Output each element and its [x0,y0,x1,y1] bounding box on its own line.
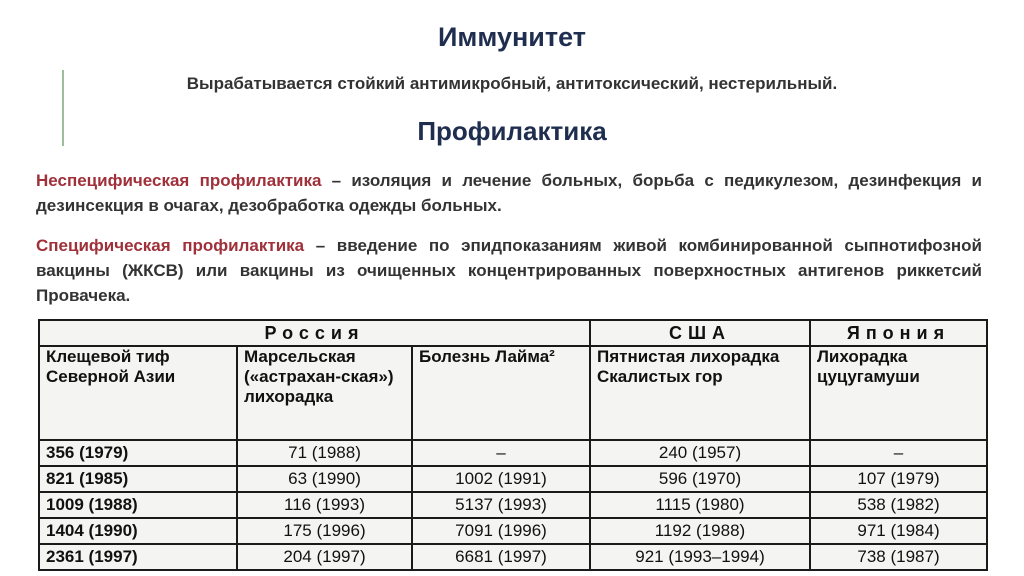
table-cell: 1002 (1991) [412,466,590,492]
column-header: Лихорадка цуцугамуши [810,346,987,440]
table-cell: 175 (1996) [237,518,412,544]
table-cell: – [810,440,987,466]
table-row [39,544,987,570]
slide-title: Иммунитет [437,22,587,52]
column-header: Болезнь Лайма² [412,346,590,440]
table-row [39,518,987,544]
column-header: Марсельская («астрахан-ская») лихорадка [237,346,412,440]
incidence-table-image [38,319,986,571]
table-cell: 356 (1979) [39,440,237,466]
table-cell: 240 (1957) [590,440,810,466]
table-cell: 5137 (1993) [412,492,590,518]
specific-term: Специфическая профилактика [36,236,305,255]
table-cell: 1009 (1988) [39,492,237,518]
section-title: Профилактика [417,116,607,146]
incidence-table [38,319,988,571]
specific-text: – введение по эпидпоказаниям живой комбинированной сыпнотифозной вакцины (ЖКСВ) или вакцины из очищенных концентрированных поверхностных антигенов риккетсий Провачека. [36,236,982,305]
table-cell: 107 (1979) [810,466,987,492]
table-cell: 63 (1990) [237,466,412,492]
country-header-japan: Япония [810,320,987,346]
table-cell: – [412,440,590,466]
table-row [39,440,987,466]
table-row [39,492,987,518]
immunity-subtitle: Вырабатывается стойкий антимикробный, антитоксический, нестерильный. [186,74,838,93]
table-cell: 821 (1985) [39,466,237,492]
nonspecific-text: – изоляция и лечение больных, борьба с педикулезом, дезинфекция и дезинсекция в очагах, дезобработка одежды больных. [36,171,982,215]
table-cell: 596 (1970) [590,466,810,492]
column-header: Клещевой тиф Северной Азии [39,346,237,440]
table-cell: 71 (1988) [237,440,412,466]
specific-paragraph [36,233,982,308]
nonspecific-term: Неспецифическая профилактика [36,171,322,190]
table-cell: 1192 (1988) [590,518,810,544]
table-cell: 1404 (1990) [39,518,237,544]
table-cell: 538 (1982) [810,492,987,518]
country-header-russia: Россия [39,320,590,346]
table-cell: 6681 (1997) [412,544,590,570]
table-cell: 7091 (1996) [412,518,590,544]
table-cell: 921 (1993–1994) [590,544,810,570]
table-cell: 971 (1984) [810,518,987,544]
nonspecific-paragraph [36,168,982,218]
table-cell: 1115 (1980) [590,492,810,518]
column-header: Пятнистая лихорадка Скалистых гор [590,346,810,440]
table-cell: 116 (1993) [237,492,412,518]
country-header-usa: США [590,320,810,346]
table-cell: 738 (1987) [810,544,987,570]
table-cell: 204 (1997) [237,544,412,570]
table-cell: 2361 (1997) [39,544,237,570]
table-row [39,466,987,492]
